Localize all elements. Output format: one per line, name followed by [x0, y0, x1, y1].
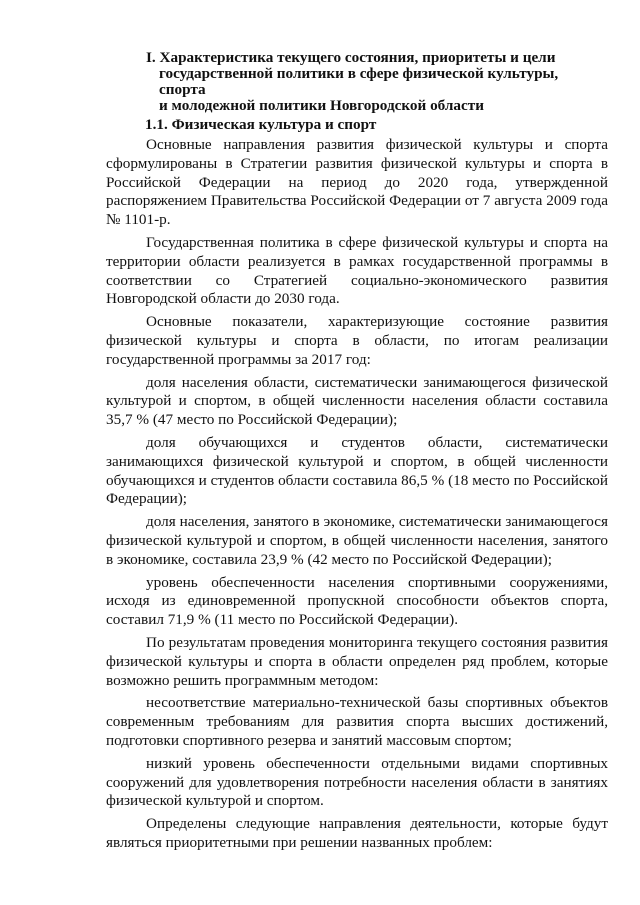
paragraph: доля населения, занятого в экономике, систематически занимающегося физической культурой и спортом, в общей численности населения, занятого в экономике, составила 23,9 % (42 место по Российской Федерации);	[106, 513, 608, 568]
paragraph: доля населения области, систематически занимающегося физической культурой и спортом, в общей численности населения области составила 35,7 % (47 место по Российской Федерации);	[106, 373, 608, 429]
paragraph: низкий уровень обеспеченности отдельными видами спортивных сооружений для удовлетворения потребности населения области в занятиях физической культурой и спортом.	[106, 754, 608, 810]
paragraph: Основные показатели, характеризующие состояние развития физической культуры и спорта в области, по итогам реализации государственной программы за 2017 год:	[106, 313, 608, 368]
paragraph: Определены следующие направления деятельности, которые будут являться приоритетными при решении названных проблем:	[106, 815, 608, 851]
paragraph: По результатам проведения мониторинга текущего состояния развития физической культуры и спорта в области определен ряд проблем, которые возможно решить программным методом:	[106, 633, 608, 689]
paragraph: Государственная политика в сфере физической культуры и спорта на территории области реализуется в рамках государственной программы в соответствии со Стратегией социально-экономического развития Новгородской области до 2030 года.	[106, 233, 608, 308]
paragraph: доля обучающихся и студентов области, систематически занимающихся физической культурой и спортом, в общей численности обучающихся и студентов области составила 86,5 % (18 место по Российской Федерации);	[106, 433, 608, 508]
paragraph: Основные направления развития физической культуры и спорта сформулированы в Стратегии развития физической культуры и спорта в Российской Федерации на период до 2020 года, утвержденной распоряжением Правительства Российской Федерации от 7 августа 2009 года № 1101-р.	[106, 136, 608, 229]
section-heading-line: и молодежной политики Новгородской области	[159, 97, 484, 114]
section-heading-line: государственной политики в сфере физической культуры, спорта	[159, 65, 559, 98]
subsection-heading: 1.1. Физическая культура и спорт	[145, 116, 377, 133]
section-heading-line: I. Характеристика текущего состояния, приоритеты и цели	[146, 49, 556, 66]
section-heading	[146, 50, 608, 114]
paragraph: несоответствие материально-технической базы спортивных объектов современным требованиям для развития спорта высших достижений, подготовки спортивного резерва и занятий массовым спортом;	[106, 694, 608, 749]
paragraph: уровень обеспеченности населения спортивными сооружениями, исходя из единовременной пропускной способности объектов спорта, составил 71,9 % (11 место по Российской Федерации).	[106, 573, 608, 629]
